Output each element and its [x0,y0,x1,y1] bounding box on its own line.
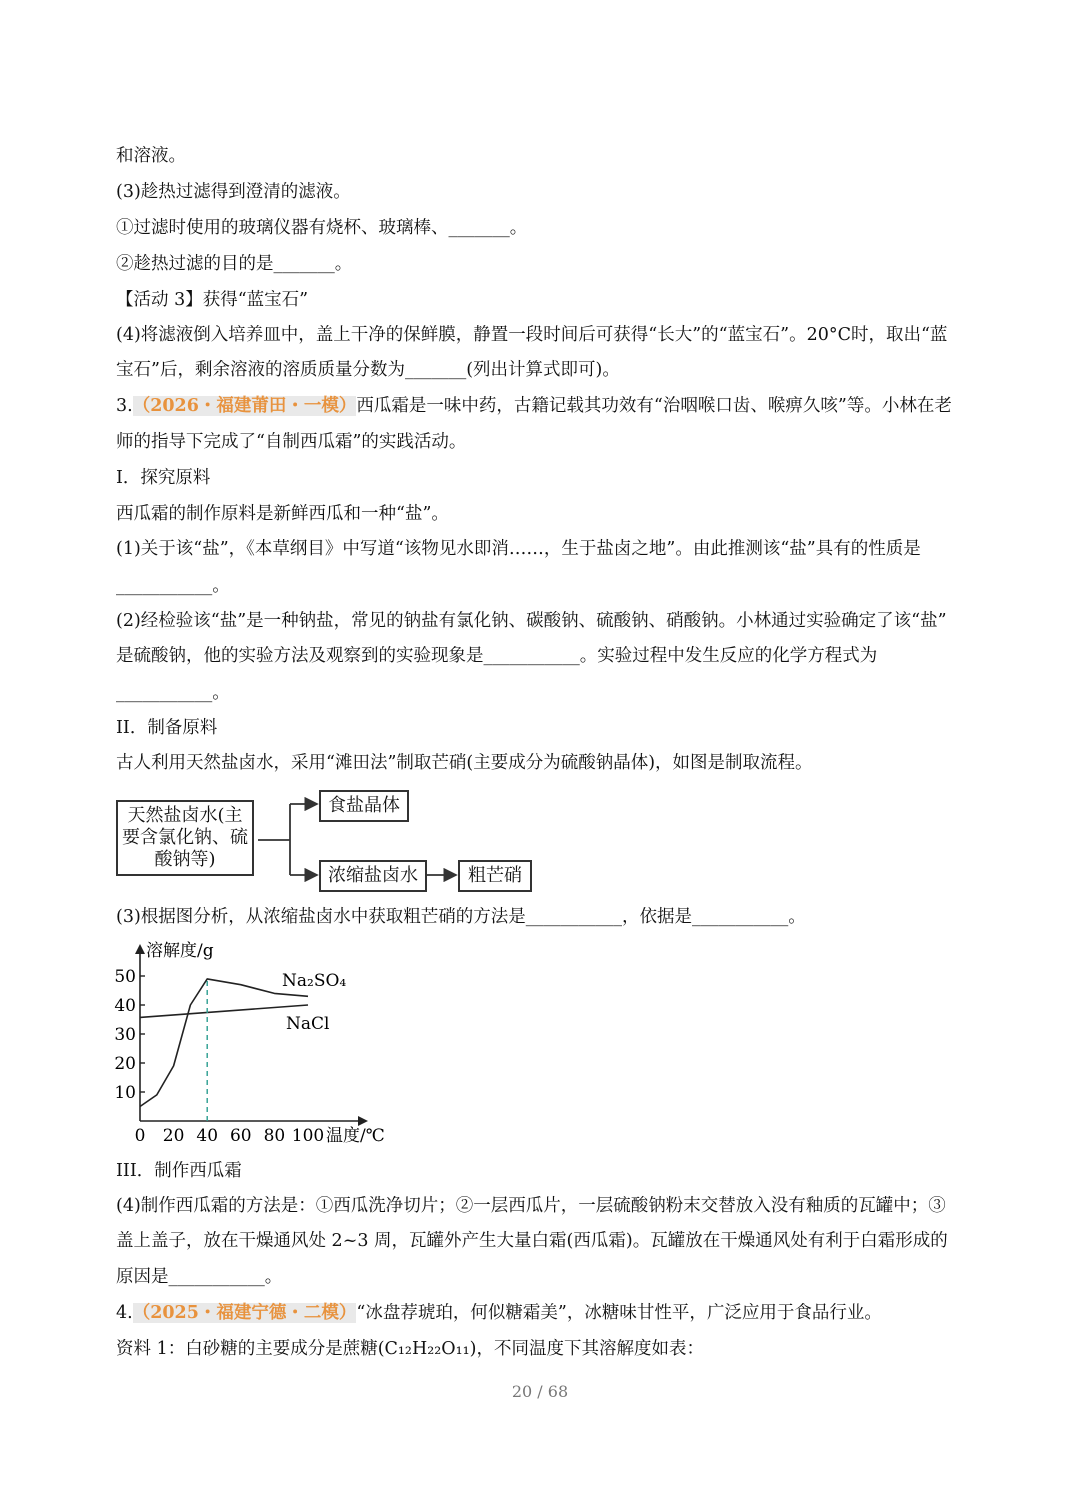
x-tick-label: 40 [196,1126,219,1146]
text-line: (3)趁热过滤得到澄清的滤液。 [116,182,351,202]
flow-box-concentrated-brine: 浓缩盐卤水 [319,860,427,892]
text-line: 宝石”后，剩余溶液的溶质质量分数为_______(列出计算式即可)。 [116,360,620,380]
question-number: 4. [116,1303,133,1323]
question-4 [116,1302,882,1324]
text-line: (1)关于该“盐”，《本草纲目》中写道“该物见水即消……，生于盐卤之地”。由此推测该“盐”具有的性质是 [116,539,921,559]
y-tick-label: 20 [114,1054,136,1074]
series-label-nacl: NaCl [286,1014,330,1034]
solubility-chart [110,936,410,1151]
y-tick-label: 40 [114,996,136,1016]
text-line: 西瓜霜的制作原料是新鲜西瓜和一种“盐”。 [116,504,449,524]
flow-box-crude-mirabilite: 粗芒硝 [458,860,532,892]
y-axis-label: 溶解度/g [146,941,214,961]
text-line: 古人利用天然盐卤水，采用“滩田法”制取芒硝(主要成分为硫酸钠晶体)，如图是制取流程。 [116,753,813,773]
flow-diagram [116,790,536,890]
page-number: 20 / 68 [511,1382,569,1401]
x-tick-label: 20 [162,1126,185,1146]
x-tick-label: 0 [134,1126,146,1146]
text-line: (4)制作西瓜霜的方法是：①西瓜洗净切片；②一层西瓜片，一层硫酸钠粉末交替放入没有釉质的瓦罐中；③ [116,1196,946,1216]
section-heading: I．探究原料 [116,468,211,488]
text-line: 原因是___________。 [116,1267,283,1287]
y-tick-label: 10 [114,1083,136,1103]
text-line: 和溶液。 [116,146,186,166]
x-tick-label: 100 [291,1126,325,1146]
text-line: (4)将滤液倒入培养皿中，盖上干净的保鲜膜，静置一段时间后可获得“长大”的“蓝宝石”。20°C时，取出“蓝 [116,325,948,345]
text-line: 是硫酸钠，他的实验方法及观察到的实验现象是___________。实验过程中发生反应的化学方程式为 [116,646,878,666]
x-axis-label: 温度/℃ [326,1126,385,1146]
y-tick-label: 50 [114,967,136,987]
text-line: 盖上盖子，放在干燥通风处 2~3 周，瓦罐外产生大量白霜(西瓜霜)。瓦罐放在干燥通风处有利于白霜形成的 [116,1231,948,1251]
text-line: (2)经检验该“盐”是一种钠盐，常见的钠盐有氯化钠、碳酸钠、硫酸钠、硝酸钠。小林通过实验确定了该“盐” [116,611,947,631]
question-text: 西瓜霜是一味中药，古籍记载其功效有“治咽喉口齿、喉痹久咳”等。小林在老 [356,396,952,416]
text-line: (3)根据图分析，从浓缩盐卤水中获取粗芒硝的方法是___________，依据是___________。 [116,907,806,927]
flow-box-salt-crystal: 食盐晶体 [319,790,409,822]
series-line-na2so4 [140,979,308,1107]
y-tick-label: 30 [114,1025,136,1045]
section-heading: II．制备原料 [116,718,218,738]
x-tick-label: 80 [263,1126,286,1146]
text-line: 师的指导下完成了“自制西瓜霜”的实践活动。 [116,432,467,452]
text-line: ①过滤时使用的玻璃仪器有烧杯、玻璃棒、_______。 [116,218,528,238]
y-axis-arrow [135,944,145,954]
source-tag: （2026・福建莆田・一模） [132,396,357,416]
answer-blank: ___________。 [116,683,230,703]
section-heading: III．制作西瓜霜 [116,1161,242,1181]
flow-box-brine: 天然盐卤水(主要含氯化钠、硫酸钠等) [116,800,254,876]
source-tag: （2025・福建宁德・二模） [132,1303,357,1323]
question-3 [116,395,952,417]
x-tick-label: 60 [229,1126,252,1146]
series-label-na2so4: Na₂SO₄ [282,971,347,991]
question-text: “冰盘荐琥珀，何似糖霜美”，冰糖味甘性平，广泛应用于食品行业。 [356,1303,882,1323]
x-axis-arrow [358,1116,368,1126]
activity-heading: 【活动 3】获得“蓝宝石” [116,290,309,310]
answer-blank: ___________。 [116,576,230,596]
question-number: 3. [116,396,133,416]
series-line-nacl [140,1005,308,1017]
text-line: ②趁热过滤的目的是_______。 [116,254,353,274]
text-line: 资料 1：白砂糖的主要成分是蔗糖(C₁₂H₂₂O₁₁)，不同温度下其溶解度如表： [116,1339,704,1359]
